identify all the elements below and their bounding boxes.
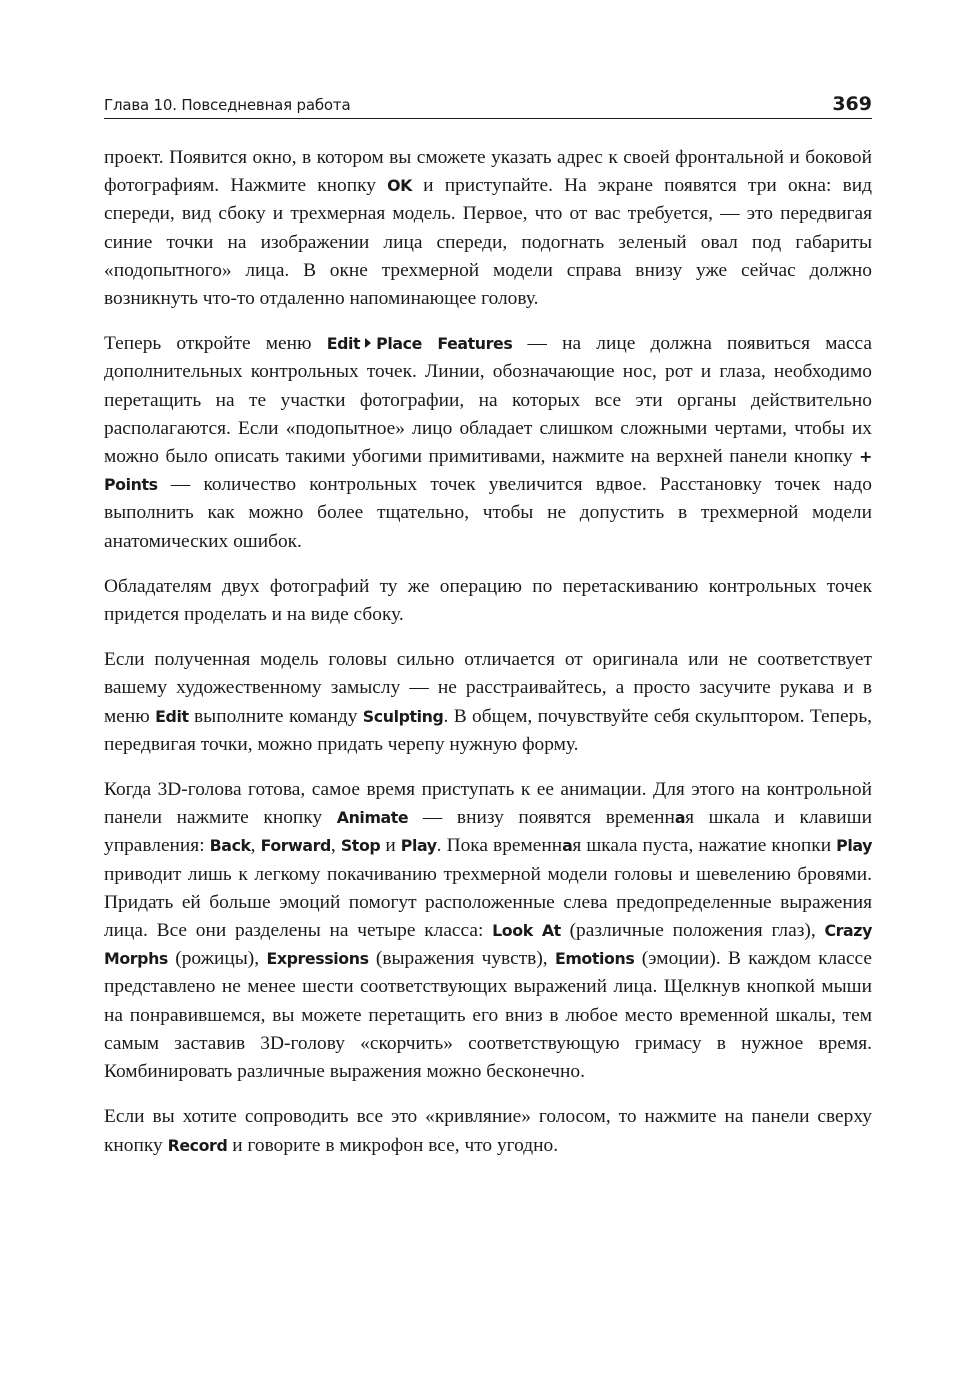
page-number: 369: [832, 93, 872, 115]
text-run: Обладателям двух фотографий ту же операцию по перетаскиванию контрольных точек придется проделать и на виде сбоку.: [104, 575, 872, 626]
paragraph: [104, 573, 872, 629]
text-run: ,: [250, 835, 261, 857]
running-head: [104, 88, 872, 119]
ui-term: Record: [167, 1135, 228, 1155]
ui-term: Edit: [326, 334, 361, 354]
paragraph: [104, 144, 872, 313]
text-run: — на лице должна появиться масса дополнительных контрольных точек. Линии, обозначающие нос, рот и глаза, необходимо перетащить на те участки фотографии, на которых все эти органы действительно располагаются. Если «подопытное» лицо обладает слишком сложными чертами, чтобы их можно было описать такими убогими примитивами, нажмите на верхней панели кнопку: [104, 333, 873, 468]
text-run: (эмоции). В каждом классе представлено не менее шести соответствующих выражений лица. Щелкнув кнопкой мыши на понравившемся, вы можете перетащить его вниз в любое место временной шкалы, тем самым заставив 3D-голову «скорчить» соответствующую гримасу в нужное время. Комбинировать различные выражения можно бесконечно.: [104, 948, 872, 1083]
text-run: . Пока временн: [436, 835, 563, 857]
ui-term: Edit: [155, 706, 189, 726]
text-run: проект. Появится окно, в котором вы сможете указать адрес к своей фронтальной и боковой фотографиям. Нажмите кнопку: [104, 147, 872, 197]
ui-term: Emotions: [554, 949, 635, 969]
text-run: . В общем, почувствуйте себя скульптором. Теперь, передвигая точки, можно придать черепу нужную форму.: [104, 705, 873, 755]
text-run: — внизу появятся временн: [408, 807, 675, 829]
text-run: (различные положения глаз),: [560, 920, 825, 942]
text-run: и говорите в микрофон все, что угодно.: [227, 1134, 559, 1156]
paragraph: [104, 776, 872, 1086]
text-run: и приступайте. На экране появятся три окна: вид спереди, вид сбоку и трехмерная модель. Первое, что от вас требуется, — это передвигая синие точки на изображении лица спереди, подогнать зеленый овал под габариты «подопытного» лица. В окне трехмерной модели справа внизу уже сейчас должно возникнуть что-то отдаленно напоминающее голову.: [104, 175, 873, 310]
paragraph: [104, 646, 872, 759]
paragraph: [104, 330, 872, 556]
text-run: я шкала и клавиши управления:: [104, 807, 872, 857]
ui-term: Expressions: [266, 949, 369, 969]
ui-term: а: [674, 808, 686, 828]
ui-term: Play: [400, 836, 437, 856]
ui-term: Look At: [492, 921, 561, 941]
text-run: Если вы хотите сопроводить все это «кривляние» голосом, то нажмите на панели сверху кнопку: [104, 1106, 872, 1156]
menu-arrow-icon: [365, 338, 371, 348]
ui-term: Place Features: [376, 334, 513, 354]
ui-term: + Points: [104, 447, 872, 495]
chapter-title: Глава 10. Повседневная работа: [104, 96, 351, 114]
text-run: выполните команду: [188, 705, 363, 727]
text-run: — количество контрольных точек увеличится вдвое. Расстановку точек надо выполнить как можно более тщательно, чтобы не допустить в трехмерной модели анатомических ошибок.: [104, 474, 872, 552]
ui-term: Sculpting: [362, 706, 444, 726]
ui-term: Forward: [260, 836, 331, 856]
text-run: я шкала пуста, нажатие кнопки: [572, 835, 837, 857]
body-text: [104, 144, 872, 1177]
text-run: (рожицы),: [167, 948, 267, 970]
text-run: Когда 3D-голова готова, самое время приступать к ее анимации. Для этого на контрольной панели нажмите кнопку: [104, 779, 872, 829]
ui-term: а: [562, 836, 573, 856]
text-run: Если полученная модель головы сильно отличается от оригинала или не соответствует вашему художественному замыслу — не расстраивайтесь, а просто засучите рукава и в меню: [104, 649, 872, 727]
text-run: ,: [330, 835, 341, 857]
ui-term: OK: [387, 176, 412, 196]
text-run: (выражения чувств),: [368, 948, 555, 970]
ui-term: Animate: [336, 808, 409, 828]
book-page: [104, 0, 872, 1391]
paragraph: [104, 1103, 872, 1159]
text-run: приводит лишь к легкому покачиванию трехмерной модели головы и шевелению бровями. Придать ей больше эмоций помогут расположенные слева предопределенные выражения лица. Все они разделены на четыре класса:: [104, 863, 872, 942]
text-run: и: [380, 835, 401, 857]
ui-term: Stop: [340, 836, 381, 856]
ui-term: Back: [209, 836, 251, 856]
ui-term: Play: [836, 836, 873, 856]
ui-term: Crazy Morphs: [104, 921, 872, 969]
text-run: Теперь откройте меню: [104, 333, 327, 355]
